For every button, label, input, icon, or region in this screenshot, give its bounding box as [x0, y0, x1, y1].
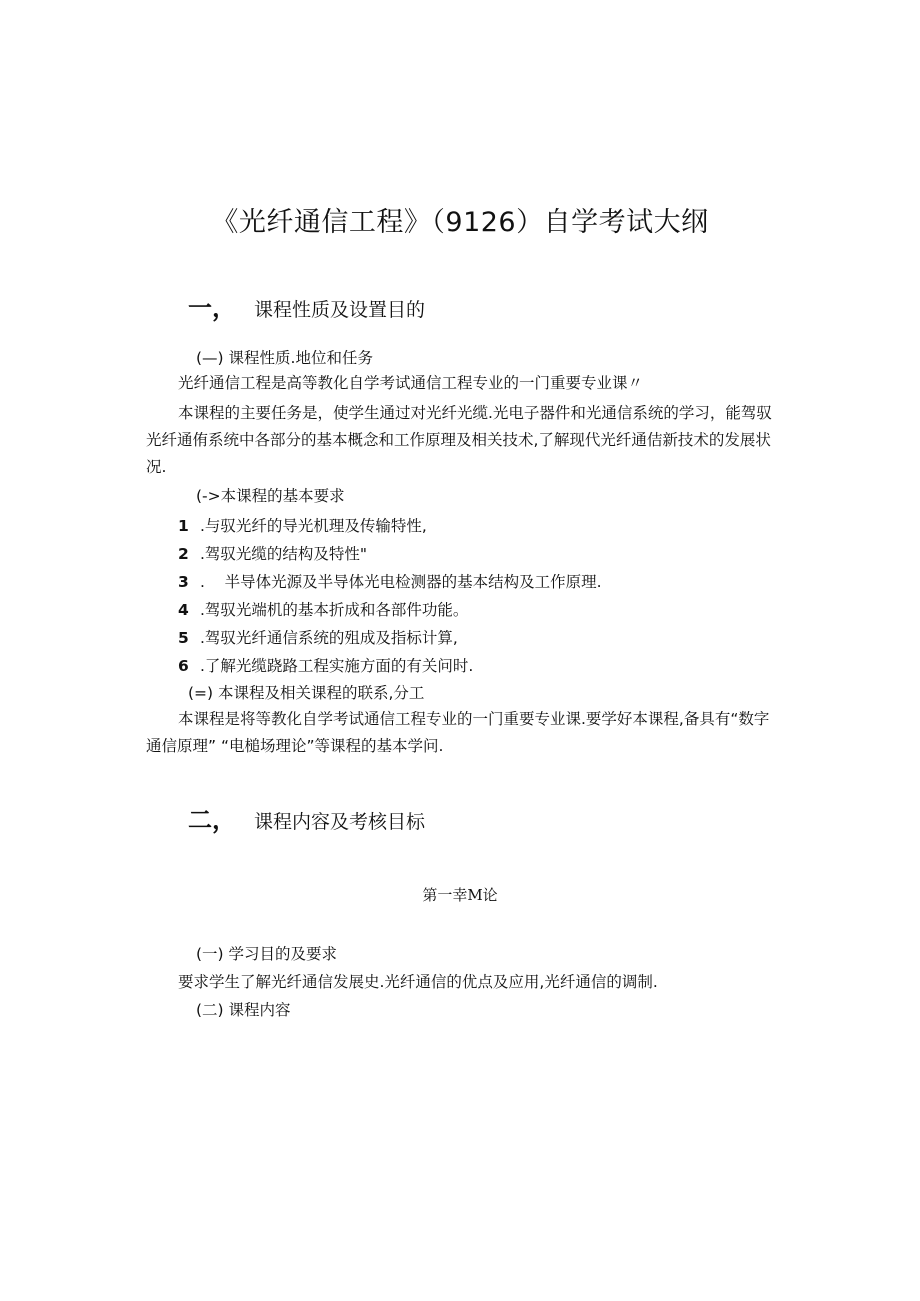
list-text: .驾驭光缆的结构及特性": [200, 545, 368, 563]
list-item: [178, 570, 602, 592]
section-title: 课程性质及设置目的: [254, 299, 426, 321]
list-number: 2: [178, 545, 189, 563]
paragraph: 光纤通信工程是高等教化自学考试通信工程专业的一门重要专业课〃: [178, 374, 644, 392]
subsection-label-1: (—) 课程性质.地位和任务: [196, 349, 373, 367]
list-text: .驾驭光纤通信系统的殂成及指标计算,: [200, 629, 458, 647]
section-number: 一，: [188, 294, 236, 322]
subsection-label-2: (->本课程的基本要求: [196, 487, 345, 505]
list-text: .了解光缆跷路工程实施方面的有关问时.: [200, 657, 474, 675]
list-number: 1: [178, 517, 189, 535]
section-title: 课程内容及考核目标: [254, 811, 426, 833]
list-number: 6: [178, 657, 189, 675]
list-text: . 半导体光源及半导体光电检测器的基本结构及工作原理.: [200, 573, 602, 591]
list-item: [178, 626, 458, 648]
list-item: [178, 654, 473, 676]
section-heading-1: [188, 288, 425, 323]
list-item: [178, 542, 367, 564]
list-item: [178, 514, 427, 536]
list-text: .与驭光纤的导光机理及传输特性,: [200, 517, 427, 535]
paragraph: 要求学生了解光纤通信发展史.光纤通信的优点及应用,光纤通信的调制.: [178, 973, 658, 991]
paragraph: 本课程的主要任务是，使学生通过对光纤光缆.光电子器件和光通信系统的学习，能驾驭光纤通侑系统中各部分的基本概念和工作原理及相关技术,了解现代光纤通佶新技术的发展状况.: [146, 404, 772, 476]
paragraph: 本课程是将等教化自学考试通信工程专业的一门重要专业课.要学好本课程,备具有“数字通信原理” “电槌场理论”等课程的基本学问.: [146, 710, 770, 755]
chapter-title: 第一幸M论: [422, 886, 498, 904]
subsection-label: (一) 学习目的及要求: [196, 945, 338, 963]
list-number: 4: [178, 601, 189, 619]
section-number: 二，: [188, 806, 236, 834]
list-text: .驾驭光端机的基本折成和各部件功能。: [200, 601, 469, 619]
list-number: 5: [178, 629, 189, 647]
document-title: 《光纤通信工程》（9126）自学考试大纲: [211, 207, 709, 238]
section-heading-2: [188, 800, 425, 835]
subsection-label-3: (=) 本课程及相关课程的联系,分工: [188, 684, 425, 702]
subsection-label: (二) 课程内容: [196, 1001, 291, 1019]
list-number: 3: [178, 573, 189, 591]
list-item: [178, 598, 468, 620]
